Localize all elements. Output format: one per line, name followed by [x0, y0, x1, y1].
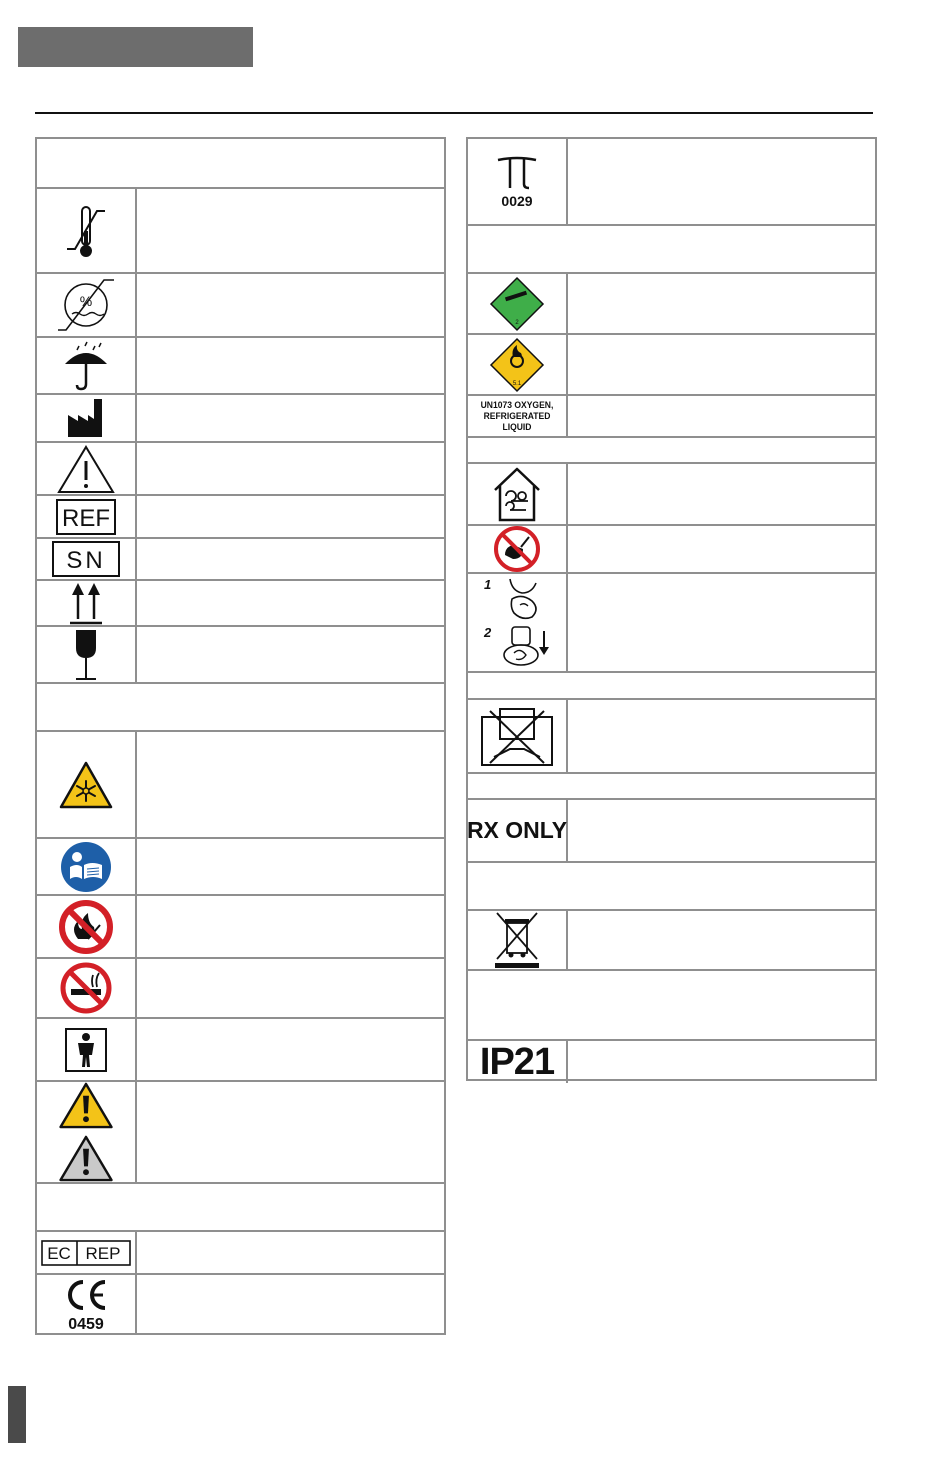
- ce-number: 0459: [68, 1316, 104, 1332]
- section-header-row: [37, 1182, 444, 1230]
- ec-rep-icon: [37, 1232, 137, 1273]
- ec-label: EC: [47, 1243, 71, 1263]
- atmospheric-pressure-icon: [468, 139, 568, 224]
- no-smoking-icon: [37, 959, 137, 1017]
- general-warning-icon: [37, 1082, 137, 1182]
- ip-rating-text: IP21: [479, 1041, 555, 1083]
- page-side-tab: [8, 1386, 26, 1443]
- weee-bin-icon: [468, 911, 568, 969]
- table-row: [468, 798, 875, 861]
- right-symbol-table: [466, 137, 877, 1081]
- section-header-row: [37, 139, 444, 187]
- caution-icon: [37, 443, 137, 494]
- rx-only-text: RX ONLY: [466, 817, 568, 843]
- this-way-up-icon: [37, 581, 137, 625]
- table-row: [37, 1230, 444, 1273]
- step-1-label: 1: [484, 576, 492, 592]
- step-2-label: 2: [484, 624, 492, 640]
- indoor-use-icon: [468, 464, 568, 524]
- section-header-row: [468, 436, 875, 462]
- table-row: [37, 272, 444, 336]
- humidity-limit-icon: [37, 274, 137, 336]
- read-manual-icon: [37, 839, 137, 894]
- table-row: [468, 572, 875, 671]
- no-open-flame-icon: [37, 896, 137, 957]
- table-row: [37, 393, 444, 441]
- table-row: [468, 524, 875, 572]
- ip21-label: [468, 1041, 568, 1083]
- oxidizer-icon: [468, 335, 568, 394]
- table-row: [468, 1039, 875, 1083]
- table-row: [37, 1273, 444, 1335]
- table-row: [37, 730, 444, 837]
- manufacturer-icon: [37, 395, 137, 441]
- header-bar: [18, 27, 253, 67]
- table-row: [37, 441, 444, 494]
- table-row: [37, 894, 444, 957]
- type-b-applied-part-icon: [37, 1019, 137, 1080]
- rep-label: REP: [85, 1243, 121, 1263]
- fill-procedure-icon: [468, 574, 568, 671]
- table-row: [468, 272, 875, 333]
- table-row: [37, 837, 444, 894]
- table-row: [468, 909, 875, 969]
- table-row: [37, 494, 444, 537]
- oxygen-label: [468, 396, 568, 436]
- table-row: [37, 1017, 444, 1080]
- no-stacking-icon: [468, 700, 568, 772]
- temperature-limit-icon: [37, 189, 137, 272]
- table-row: [37, 1080, 444, 1182]
- ce-mark-icon: [37, 1275, 137, 1335]
- svg-text:2: 2: [515, 319, 519, 326]
- rx-only-label: [468, 800, 568, 861]
- table-row: [468, 698, 875, 772]
- table-row: [37, 579, 444, 625]
- section-header-row: [468, 969, 875, 1039]
- table-row: [468, 462, 875, 524]
- section-header-row: [37, 682, 444, 730]
- section-header-row: [468, 772, 875, 798]
- ref-catalogue-icon: [37, 496, 137, 537]
- left-symbol-table: [35, 137, 446, 1335]
- keep-dry-icon: [37, 338, 137, 393]
- non-flammable-gas-icon: [468, 274, 568, 333]
- section-header-row: [468, 224, 875, 272]
- sn-label: SN: [66, 547, 106, 574]
- section-header-row: [468, 671, 875, 698]
- table-row: [468, 394, 875, 436]
- table-row: [37, 537, 444, 579]
- serial-number-icon: [37, 539, 137, 579]
- table-row: [468, 139, 875, 224]
- cryogenic-hazard-icon: [37, 732, 137, 837]
- table-row: [37, 957, 444, 1017]
- fragile-icon: [37, 627, 137, 682]
- udi-code: 0029: [501, 192, 533, 209]
- table-row: [468, 333, 875, 394]
- header-rule: [35, 112, 873, 114]
- svg-text:5.1: 5.1: [512, 380, 522, 387]
- oxygen-label-text: UN1073 OXYGEN, REFRIGERATED LIQUID: [480, 399, 554, 433]
- svg-text:%: %: [79, 293, 93, 309]
- table-row: [37, 336, 444, 393]
- ref-label: REF: [62, 504, 110, 532]
- table-row: [37, 187, 444, 272]
- no-oil-grease-icon: [468, 526, 568, 572]
- section-header-row: [468, 861, 875, 909]
- table-row: [37, 625, 444, 682]
